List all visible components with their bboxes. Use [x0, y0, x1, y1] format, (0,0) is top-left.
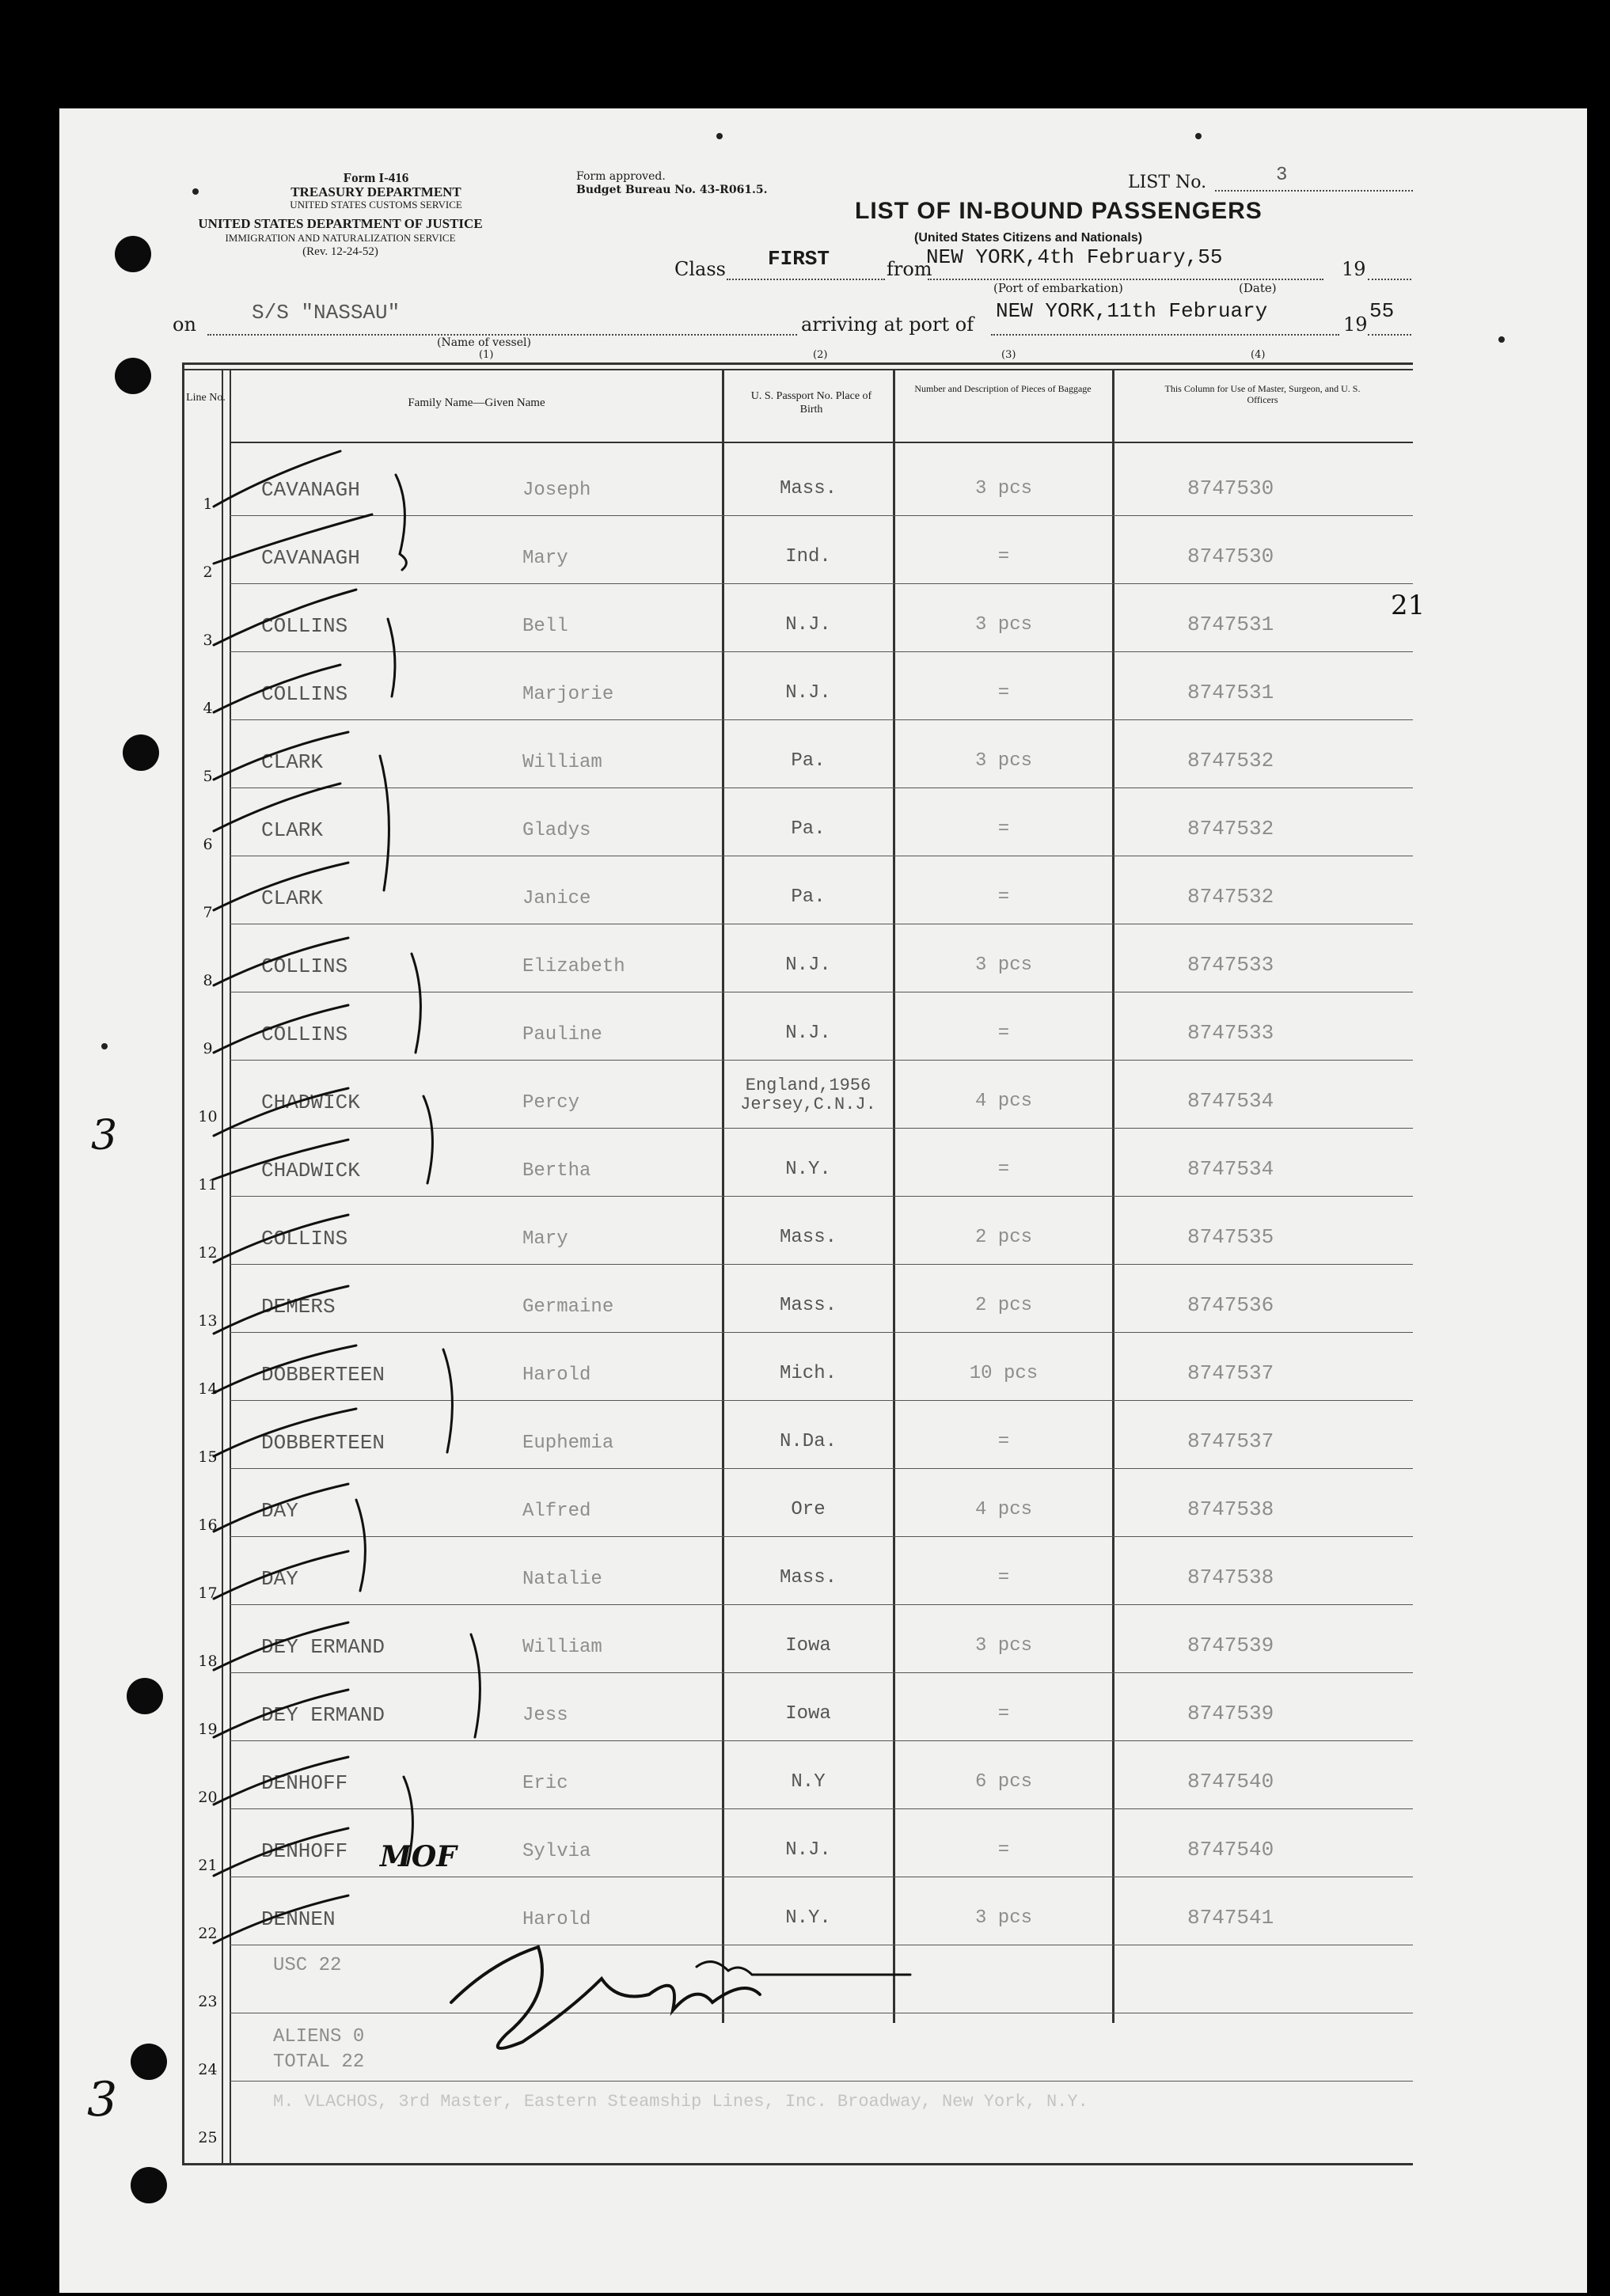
totals-usc: USC 22 [273, 1955, 342, 1976]
check-mark [214, 514, 372, 564]
treasury-dept: TREASURY DEPARTMENT [290, 184, 461, 199]
arriving-label: arriving at port of [801, 313, 974, 336]
line-number: 12 [198, 1244, 218, 1262]
date-label: (Date) [1239, 281, 1277, 295]
hand-note-sylvia: MOF [380, 1840, 457, 1873]
line-number: 24 [198, 2061, 218, 2078]
margin-mark-left: 3 [91, 1112, 118, 1159]
col-header-line-no: Line No. [186, 392, 226, 404]
baggage: 3 pcs [974, 954, 1032, 976]
col-number-4: (4) [1251, 349, 1266, 361]
check-mark [214, 451, 340, 507]
line-number: 5 [203, 768, 213, 785]
arriving-value: NEW YORK,11th February [996, 299, 1268, 323]
check-mark [214, 1757, 348, 1805]
family-brace [471, 1634, 480, 1737]
class-label: Class [674, 258, 726, 280]
given-name: Harold [522, 1909, 591, 1930]
check-mark [214, 938, 348, 985]
given-name: William [522, 752, 602, 773]
justice-dept: UNITED STATES DEPARTMENT OF JUSTICE [198, 216, 483, 231]
family-name: CHADWICK [261, 1091, 360, 1114]
line-number: 25 [198, 2129, 218, 2146]
page-title: LIST OF IN-BOUND PASSENGERS [855, 198, 1263, 224]
baggage: 2 pcs [974, 1227, 1032, 1248]
place-of-birth: Pa. [791, 750, 826, 772]
line-number: 10 [198, 1108, 218, 1125]
baggage: 3 pcs [974, 1635, 1032, 1657]
check-mark [214, 1215, 348, 1262]
passport-number: 8747536 [1187, 1293, 1274, 1317]
line-number: 15 [198, 1448, 218, 1466]
given-name: Bell [522, 616, 568, 637]
place-of-birth: N.Y [791, 1771, 826, 1793]
baggage: = [997, 682, 1010, 704]
place-of-birth: Mass. [779, 1295, 837, 1316]
given-name: Eric [522, 1773, 568, 1794]
place-of-birth: Mich. [779, 1363, 837, 1384]
given-name: Percy [522, 1092, 580, 1114]
col-number-3: (3) [1001, 349, 1016, 361]
check-mark [214, 1286, 348, 1334]
passport-number: 8747537 [1187, 1361, 1274, 1385]
line-number: 6 [203, 836, 213, 853]
baggage: = [997, 886, 1010, 908]
check-mark [214, 1345, 356, 1393]
col-number-2: (2) [813, 349, 828, 361]
passport-number: 8747539 [1187, 1702, 1274, 1725]
place-of-birth: Ore [791, 1499, 826, 1520]
passport-number: 8747540 [1187, 1838, 1274, 1861]
totals-total: TOTAL 22 [273, 2051, 365, 2073]
list-no-label: LIST No. [1128, 173, 1207, 192]
place-of-birth: N.Y. [785, 1159, 831, 1180]
place-of-birth: Mass. [779, 1567, 837, 1588]
baggage: 3 pcs [974, 1907, 1032, 1929]
ins-service: IMMIGRATION AND NATURALIZATION SERVICE [225, 232, 456, 244]
place-of-birth: Mass. [779, 1227, 837, 1248]
col-header-officers: This Column for Use of Master, Surgeon, and U. S. Officers [1164, 383, 1361, 405]
budget-bureau: Budget Bureau No. 43-R061.5. [576, 184, 768, 196]
check-mark [214, 1690, 348, 1737]
given-name: Gladys [522, 820, 591, 841]
family-name: CLARK [261, 750, 324, 774]
passport-number: 8747530 [1187, 545, 1274, 568]
baggage: = [997, 818, 1010, 840]
family-name: DOBBERTEEN [261, 1431, 385, 1455]
line-number: 18 [198, 1653, 218, 1670]
place-of-birth: N.Da. [779, 1431, 837, 1452]
check-mark [214, 1896, 348, 1943]
family-name: COLLINS [261, 1227, 348, 1250]
line-number: 19 [198, 1721, 218, 1738]
place-of-birth: Mass. [779, 478, 837, 499]
place-of-birth: Pa. [791, 818, 826, 840]
family-name: CHADWICK [261, 1159, 360, 1182]
family-name: DENHOFF [261, 1771, 348, 1795]
line-number: 2 [203, 564, 213, 581]
baggage: = [997, 1023, 1010, 1044]
place-of-birth: N.Y. [785, 1907, 831, 1929]
signature-tail [697, 1962, 910, 1975]
place-of-birth: England,1956 Jersey,C.N.J. [740, 1076, 876, 1114]
given-name: Elizabeth [522, 956, 625, 977]
line-number: 9 [203, 1040, 213, 1057]
family-brace [396, 475, 406, 570]
passport-number: 8747530 [1187, 476, 1274, 500]
given-name: Mary [522, 1228, 568, 1250]
passport-number: 8747539 [1187, 1634, 1274, 1657]
passport-number: 8747533 [1187, 953, 1274, 977]
vessel-name-label: (Name of vessel) [437, 336, 531, 349]
family-name: DEMERS [261, 1295, 336, 1319]
line-number: 17 [198, 1584, 218, 1602]
port-emb-label: (Port of embarkation) [993, 281, 1123, 295]
family-brace [404, 1777, 412, 1864]
passport-number: 8747532 [1187, 749, 1274, 772]
family-name: DAY [261, 1499, 298, 1523]
passport-number: 8747533 [1187, 1021, 1274, 1045]
family-brace [443, 1349, 452, 1452]
baggage: 3 pcs [974, 614, 1032, 636]
baggage: 3 pcs [974, 478, 1032, 499]
year-value: 55 [1369, 299, 1395, 323]
line-number: 3 [203, 632, 213, 649]
check-mark [214, 1005, 348, 1053]
baggage: = [997, 1159, 1010, 1180]
margin-mark-right: 21 [1391, 590, 1426, 621]
check-mark [214, 1551, 348, 1599]
given-name: Mary [522, 548, 568, 569]
col-number-1: (1) [479, 349, 494, 361]
passport-number: 8747535 [1187, 1225, 1274, 1249]
given-name: Harold [522, 1364, 591, 1386]
year-prefix-1: 19 [1342, 258, 1366, 280]
baggage: 3 pcs [974, 750, 1032, 772]
line-number: 11 [198, 1176, 218, 1194]
passport-number: 8747541 [1187, 1906, 1274, 1930]
baggage: 10 pcs [969, 1363, 1039, 1384]
line-number: 7 [203, 904, 213, 921]
revision-date: (Rev. 12-24-52) [302, 245, 378, 258]
baggage: 6 pcs [974, 1771, 1032, 1793]
baggage: 4 pcs [974, 1091, 1032, 1112]
year-prefix-2: 19 [1343, 313, 1368, 336]
baggage: = [997, 1567, 1010, 1588]
check-mark [214, 590, 356, 645]
baggage: = [997, 546, 1010, 567]
family-name: DENNEN [261, 1907, 336, 1931]
given-name: Pauline [522, 1024, 602, 1046]
check-mark [214, 784, 340, 831]
place-of-birth: Iowa [785, 1635, 831, 1657]
customs-service: UNITED STATES CUSTOMS SERVICE [290, 199, 462, 211]
place-of-birth: N.J. [785, 1839, 831, 1861]
given-name: Natalie [522, 1569, 602, 1590]
check-mark [214, 1484, 348, 1531]
passport-number: 8747540 [1187, 1770, 1274, 1793]
check-mark [214, 665, 340, 712]
family-brace [423, 1096, 432, 1183]
page-subtitle: (United States Citizens and Nationals) [914, 231, 1143, 245]
from-label: from [887, 258, 932, 280]
family-name: CLARK [261, 818, 324, 842]
passport-number: 8747532 [1187, 885, 1274, 909]
place-of-birth: N.J. [785, 954, 831, 976]
baggage: 2 pcs [974, 1295, 1032, 1316]
family-name: COLLINS [261, 954, 348, 978]
given-name: Alfred [522, 1501, 591, 1522]
passport-number: 8747538 [1187, 1565, 1274, 1589]
family-name: COLLINS [261, 614, 348, 638]
check-mark [214, 1622, 348, 1670]
family-name: DOBBERTEEN [261, 1363, 385, 1387]
passport-number: 8747538 [1187, 1497, 1274, 1521]
given-name: Janice [522, 888, 591, 909]
check-mark [214, 1828, 348, 1876]
form-number: Form I-416 [343, 170, 409, 185]
passport-number: 8747534 [1187, 1157, 1274, 1181]
given-name: Jess [522, 1705, 568, 1726]
col-header-name: Family Name—Given Name [408, 397, 545, 409]
line-number: 20 [198, 1789, 218, 1806]
on-label: on [173, 313, 196, 336]
given-name: Bertha [522, 1160, 591, 1182]
family-name: DAY [261, 1567, 298, 1591]
given-name: Marjorie [522, 684, 614, 705]
margin-mark-bottom: 3 [87, 2072, 118, 2127]
line-number: 8 [203, 972, 213, 989]
baggage: = [997, 1703, 1010, 1725]
baggage: = [997, 1839, 1010, 1861]
family-brace [388, 619, 395, 696]
family-name: CAVANAGH [261, 478, 360, 502]
check-mark [214, 1140, 348, 1179]
col-header-baggage: Number and Description of Pieces of Baggage [914, 383, 1092, 394]
from-value: NEW YORK,4th February,55 [926, 245, 1223, 269]
family-brace [356, 1500, 365, 1591]
family-brace [412, 954, 420, 1053]
class-value: FIRST [768, 247, 830, 271]
given-name: Sylvia [522, 1841, 591, 1862]
given-name: Joseph [522, 480, 591, 501]
totals-aliens: ALIENS 0 [273, 2026, 365, 2047]
line-number: 23 [198, 1993, 218, 2010]
footer-typed-line: M. VLACHOS, 3rd Master, Eastern Steamship Lines, Inc. Broadway, New York, N.Y. [273, 2092, 1088, 2112]
passport-number: 8747537 [1187, 1429, 1274, 1453]
line-number: 21 [198, 1857, 218, 1874]
place-of-birth: N.J. [785, 682, 831, 704]
line-number: 13 [198, 1312, 218, 1330]
family-name: CAVANAGH [261, 546, 360, 570]
family-name: COLLINS [261, 1023, 348, 1046]
line-number: 16 [198, 1516, 218, 1534]
passport-number: 8747531 [1187, 613, 1274, 636]
place-of-birth: Ind. [785, 546, 831, 567]
place-of-birth: Iowa [785, 1703, 831, 1725]
line-number: 4 [203, 700, 213, 717]
form-approved: Form approved. [576, 170, 666, 183]
given-name: William [522, 1637, 602, 1658]
family-name: CLARK [261, 886, 324, 910]
line-number: 22 [198, 1925, 218, 1942]
line-number: 1 [203, 495, 213, 513]
family-name: DEY ERMAND [261, 1635, 385, 1659]
check-mark [214, 1409, 356, 1456]
given-name: Germaine [522, 1296, 614, 1318]
check-mark [214, 732, 348, 780]
passport-number: 8747534 [1187, 1089, 1274, 1113]
family-name: COLLINS [261, 682, 348, 706]
list-no-value: 3 [1276, 165, 1288, 186]
check-mark [214, 1088, 348, 1136]
col-header-passport: U. S. Passport No. Place of Birth [750, 390, 872, 416]
place-of-birth: Pa. [791, 886, 826, 908]
family-brace [380, 756, 389, 890]
line-number: 14 [198, 1380, 218, 1398]
place-of-birth: N.J. [785, 1023, 831, 1044]
family-name: DENHOFF [261, 1839, 348, 1863]
check-mark [214, 863, 348, 910]
baggage: 4 pcs [974, 1499, 1032, 1520]
baggage: = [997, 1431, 1010, 1452]
place-of-birth: N.J. [785, 614, 831, 636]
vessel-name: S/S "NASSAU" [252, 301, 401, 324]
family-name: DEY ERMAND [261, 1703, 385, 1727]
given-name: Euphemia [522, 1433, 614, 1454]
passport-number: 8747531 [1187, 681, 1274, 704]
passport-number: 8747532 [1187, 817, 1274, 841]
